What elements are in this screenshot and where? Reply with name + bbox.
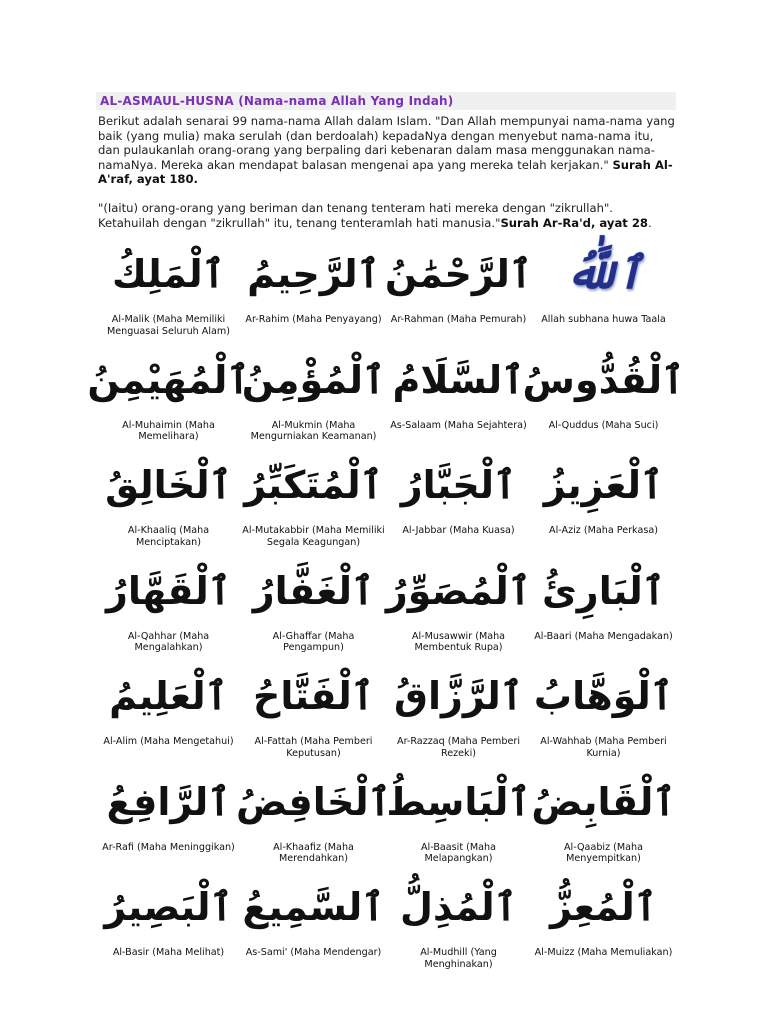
arabic-calligraphy: ٱلْعَزِيزُ <box>543 463 664 507</box>
name-caption: Al-Ghaffar (Maha Pengampun) <box>272 630 355 653</box>
name-card <box>531 449 676 555</box>
quran-reference-1: Surah Al-A'raf, ayat 180. <box>98 157 673 187</box>
name-card <box>522 344 685 450</box>
name-card <box>241 660 386 766</box>
quran-reference-2: Surah Ar-Ra'd, ayat 28 <box>500 215 648 230</box>
arabic-calligraphy: ٱلْبَاسِطُ <box>386 779 531 824</box>
arabic-calligraphy: ٱلْغَفَّارُ <box>252 568 375 613</box>
intro-paragraph-2 <box>98 201 676 230</box>
name-card <box>241 555 386 661</box>
name-card <box>386 555 531 661</box>
arabic-calligraphy: ٱلْمُصَوِّرُ <box>385 568 532 613</box>
name-card <box>386 344 531 450</box>
name-caption: Al-Qahhar (Maha Mengalahkan) <box>127 630 210 653</box>
intro-paragraph-1-text: Berikut adalah senarai 99 nama-nama Allah dalam Islam. "Dan Allah mempunyai nama-nama yang baik (yang mulia) maka serulah (dan berdoalah) kepadaNya dengan menyebut nama-nama itu, dan pulaukanlah orang-orang yang berpaling dari kebenaran dalam masa menggunakan nama-namaNya. Mereka akan mendapat balasan mengenai apa yang mereka telah kerjakan." <box>98 114 675 172</box>
name-caption: Al-Khaafiz (Maha Merendahkan) <box>273 841 354 864</box>
name-card <box>96 449 241 555</box>
name-caption: Ar-Rahim (Maha Penyayang) <box>245 314 382 325</box>
name-card <box>236 766 391 872</box>
arabic-calligraphy: ٱلْوَهَّابُ <box>533 674 674 718</box>
arabic-calligraphy: ٱلْمُذِلُّ <box>400 885 517 929</box>
arabic-calligraphy: ٱلْمُتَكَبِّرُ <box>244 463 383 507</box>
name-caption: Allah subhana huwa Taala <box>541 314 666 325</box>
name-card <box>241 344 386 450</box>
name-caption: Al-Aziz (Maha Perkasa) <box>549 525 658 536</box>
arabic-calligraphy: ٱلسَّلَامُ <box>392 357 525 402</box>
name-caption: Al-Wahhab (Maha Pemberi Kurnia) <box>540 736 667 759</box>
name-caption: Al-Baari (Maha Mengadakan) <box>534 630 673 642</box>
name-card <box>386 660 531 766</box>
name-card <box>531 766 676 872</box>
arabic-calligraphy: ٱلْمَلِكُ <box>112 252 225 296</box>
name-caption: Al-Musawwir (Maha Membentuk Rupa) <box>411 630 506 653</box>
name-card <box>96 660 241 766</box>
name-caption: Al-Khaaliq (Maha Menciptakan) <box>127 525 210 548</box>
name-caption: Al-Mutakabbir (Maha Memiliki Segala Keagungan) <box>242 525 385 548</box>
page-title: AL-ASMAUL-HUSNA (Nama-nama Allah Yang Indah) <box>96 92 676 110</box>
name-card <box>241 238 386 344</box>
arabic-calligraphy: ٱلرَّزَّاقُ <box>393 674 524 718</box>
name-caption: Al-Muizz (Maha Memuliakan) <box>534 947 673 958</box>
name-card <box>531 660 676 766</box>
name-card <box>386 766 531 872</box>
arabic-calligraphy: ٱلْمُؤْمِنُ <box>241 357 386 402</box>
names-grid <box>87 238 685 977</box>
arabic-calligraphy: ٱلْقَابِضُ <box>531 779 676 824</box>
name-caption: Al-Mukmin (Maha Mengurniakan Keamanan) <box>250 419 377 442</box>
name-caption: Ar-Razzaq (Maha Pemberi Rezeki) <box>397 736 520 759</box>
arabic-calligraphy: ٱلسَّمِيعُ <box>242 885 385 929</box>
name-card <box>531 871 676 977</box>
name-card <box>96 238 241 344</box>
arabic-calligraphy: ٱلْمُعِزُّ <box>549 885 658 929</box>
name-caption: Al-Basir (Maha Melihat) <box>112 947 225 958</box>
allah-calligraphy: ٱللَّٰهُ <box>564 248 643 299</box>
name-caption: As-Salaam (Maha Sejahtera) <box>390 419 527 431</box>
arabic-calligraphy: ٱلْعَلِيمُ <box>109 674 228 718</box>
arabic-calligraphy: ٱلْخَالِقُ <box>105 463 232 507</box>
arabic-calligraphy: ٱلْجَبَّارُ <box>400 463 517 507</box>
name-card <box>96 555 241 661</box>
name-caption: Al-Qaabiz (Maha Menyempitkan) <box>563 841 644 864</box>
arabic-calligraphy: ٱلرَّحِيمُ <box>247 252 380 296</box>
name-card <box>96 871 241 977</box>
arabic-calligraphy: ٱلْقُدُّوسُ <box>522 357 685 402</box>
arabic-calligraphy: ٱلرَّافِعُ <box>106 779 231 824</box>
name-card <box>241 871 386 977</box>
name-card <box>531 238 676 344</box>
name-caption: As-Sami' (Maha Mendengar) <box>245 947 382 958</box>
name-caption: Al-Jabbar (Maha Kuasa) <box>402 525 515 536</box>
arabic-calligraphy: ٱلْقَهَّارُ <box>105 568 232 613</box>
name-caption: Al-Alim (Maha Mengetahui) <box>103 736 234 747</box>
name-caption: Ar-Rafi (Maha Meninggikan) <box>102 841 235 853</box>
name-card <box>531 555 676 661</box>
name-caption: Ar-Rahman (Maha Pemurah) <box>390 314 527 325</box>
name-card <box>386 238 531 344</box>
name-caption: Al-Fattah (Maha Pemberi Keputusan) <box>254 736 373 759</box>
arabic-calligraphy: ٱلْخَافِضُ <box>236 779 391 824</box>
name-card <box>96 766 241 872</box>
name-caption: Al-Baasit (Maha Melapangkan) <box>420 841 497 864</box>
name-caption: Al-Quddus (Maha Suci) <box>548 419 659 431</box>
name-caption: Al-Muhaimin (Maha Memelihara) <box>122 419 215 442</box>
name-card <box>241 449 386 555</box>
intro-paragraph-2-text: "(Iaitu) orang-orang yang beriman dan tenang tenteram hati mereka dengan "zikrullah". Ketahuilah dengan "zikrullah" itu, tenang tenteramlah hati manusia." <box>98 200 613 230</box>
intro-paragraph-2-end: . <box>647 215 652 230</box>
intro-paragraph-1 <box>98 114 676 187</box>
name-card <box>386 871 531 977</box>
arabic-calligraphy: ٱلرَّحْمَٰنُ <box>384 252 533 296</box>
arabic-calligraphy: ٱلْبَارِئُ <box>541 568 666 613</box>
document-page <box>96 92 676 230</box>
name-caption: Al-Mudhill (Yang Menghinakan) <box>420 947 497 970</box>
arabic-calligraphy: ٱلْمُهَيْمِنُ <box>87 357 250 402</box>
arabic-calligraphy: ٱلْفَتَّاحُ <box>252 674 375 718</box>
name-card <box>87 344 250 450</box>
arabic-calligraphy: ٱلْبَصِيرُ <box>104 885 233 929</box>
name-caption: Al-Malik (Maha Memiliki Menguasai Seluruh Alam) <box>107 314 230 337</box>
name-card <box>386 449 531 555</box>
